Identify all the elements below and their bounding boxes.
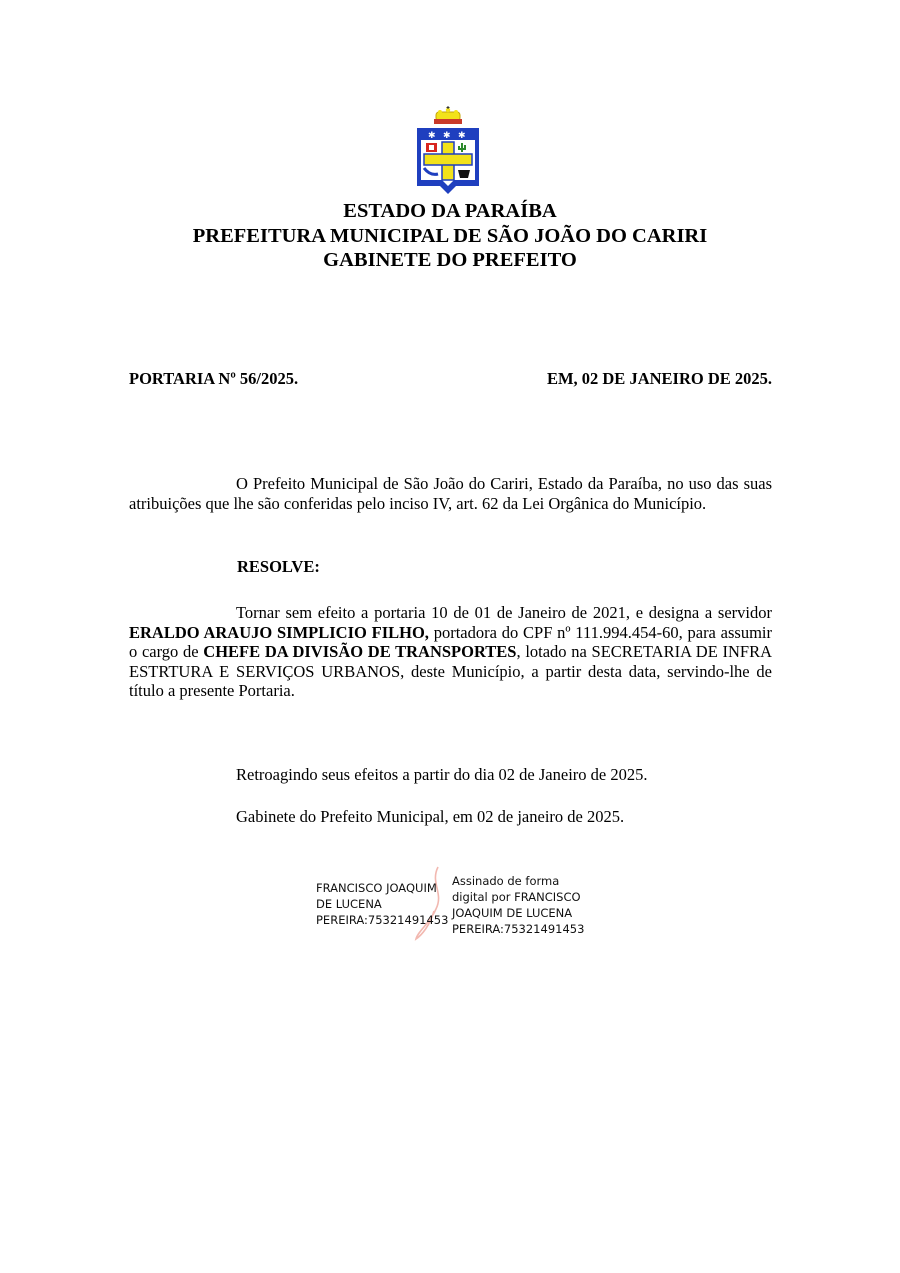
signature-note-line: JOAQUIM DE LUCENA — [452, 906, 573, 920]
state-name: ESTADO DA PARAÍBA — [343, 200, 557, 222]
signature-note-line: PEREIRA:75321491453 — [452, 922, 585, 936]
municipal-coat-of-arms-icon — [414, 106, 482, 196]
municipality-name: PREFEITURA MUNICIPAL DE SÃO JOÃO DO CARIRI — [192, 224, 708, 247]
appointee-name: ERALDO ARAUJO SIMPLICIO FILHO, — [129, 622, 429, 642]
signer-name-block — [316, 880, 448, 928]
resolution-text-2: portadora do CPF nº 111.994.454-60, para assumir o cargo de — [129, 622, 772, 661]
signer-name-line: DE LUCENA — [316, 897, 382, 911]
intro-paragraph: O Prefeito Municipal de São João do Cariri, Estado da Paraíba, no uso das suas atribuições que lhe são conferidas pelo inciso IV, art. 62 da Lei Orgânica do Município. — [129, 474, 772, 513]
appointed-role: CHEFE DA DIVISÃO DE TRANSPORTES — [203, 642, 517, 661]
svg-text:✱: ✱ — [443, 131, 451, 141]
retroactive-clause: Retroagindo seus efeitos a partir do dia 02 de Janeiro de 2025. — [236, 765, 648, 784]
portaria-number: PORTARIA Nº 56/2025. — [129, 369, 299, 388]
resolution-paragraph — [129, 603, 772, 701]
signature-note-line: digital por FRANCISCO — [452, 890, 581, 904]
svg-text:✱: ✱ — [458, 131, 466, 141]
digital-signature-note — [452, 873, 584, 937]
digital-signature — [316, 873, 596, 953]
portaria-date: EM, 02 DE JANEIRO DE 2025. — [546, 369, 772, 388]
signer-name-line: FRANCISCO JOAQUIM — [316, 881, 437, 895]
resolve-heading: RESOLVE: — [237, 557, 320, 576]
signature-note-line: Assinado de forma — [452, 874, 560, 888]
resolution-text-1: Tornar sem efeito a portaria 10 de 01 de Janeiro de 2021, e designa a servidor — [236, 603, 772, 622]
signer-name-line: PEREIRA:75321491453 — [316, 913, 449, 927]
svg-text:✱: ✱ — [428, 131, 436, 141]
closing-line: Gabinete do Prefeito Municipal, em 02 de janeiro de 2025. — [236, 807, 625, 826]
office-name: GABINETE DO PREFEITO — [323, 249, 577, 271]
document-header — [0, 199, 900, 273]
resolution-text-3: , lotado na SECRETARIA DE INFRA ESTRTURA E SERVIÇOS URBANOS, deste Município, a partir desta data, servindo-lhe de título a presente Portaria. — [129, 642, 772, 700]
